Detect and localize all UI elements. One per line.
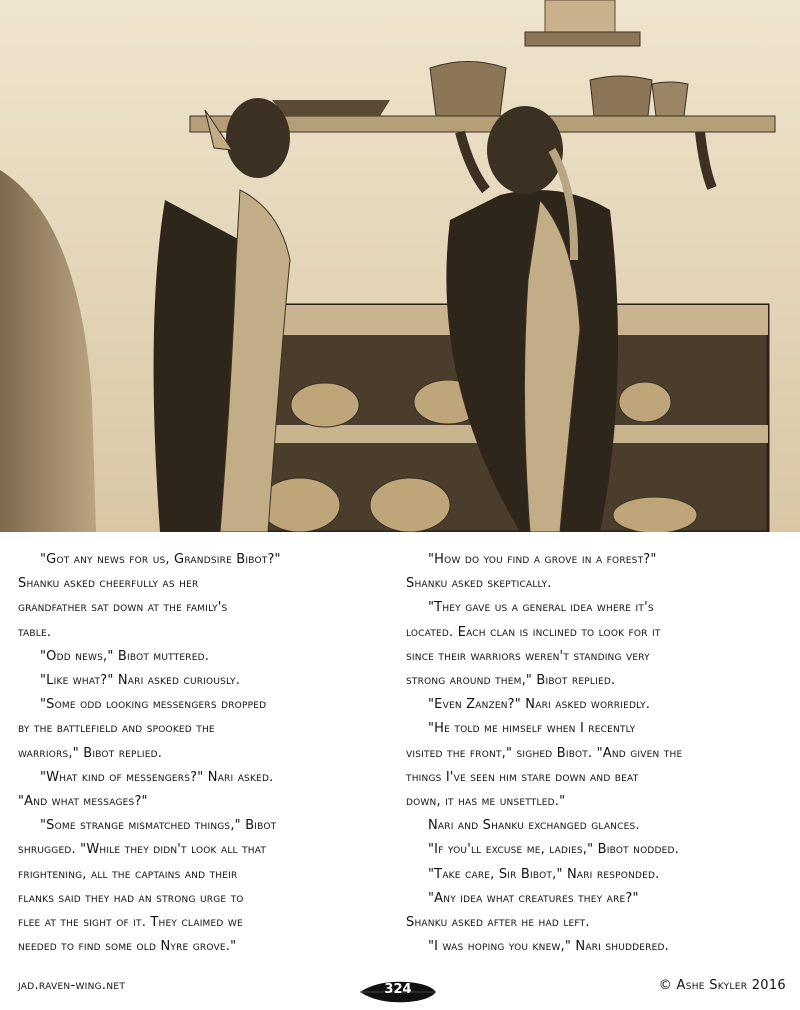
site-url[interactable]: jad.raven-wing.net (18, 978, 126, 993)
story-line: warriors," Bibot replied. (18, 745, 163, 761)
story-line: strong around them," Bibot replied. (406, 673, 616, 689)
copyright: © Ashe Skyler 2016 (658, 978, 786, 993)
story-column-left (18, 548, 384, 959)
story-line: "How do you find a grove in a forest?" (428, 552, 657, 567)
story-line: flanks said they had an strong urge to (18, 890, 244, 906)
story-line: shrugged. "While they didn't look all that (18, 842, 267, 858)
story-line: Shanku asked after he had left. (406, 915, 590, 931)
story-line: "Some strange mismatched things," Bibot (40, 818, 277, 834)
story-line: needed to find some old Nyre grove." (18, 939, 237, 955)
story-line: visited the front," sighed Bibot. "And given the (406, 745, 683, 761)
story-line: Shanku asked skeptically. (406, 576, 552, 592)
story-line: "Any idea what creatures they are?" (428, 890, 639, 906)
story-line: "I was hoping you knew," Nari shuddered. (428, 939, 669, 955)
story-line: located. Each clan is inclined to look for it (406, 624, 661, 640)
story-line: "He told me himself when I recently (428, 721, 636, 737)
story-line: "Some odd looking messengers dropped (40, 697, 267, 713)
story-line: Nari and Shanku exchanged glances. (428, 818, 640, 834)
story-line: Shanku asked cheerfully as her (18, 576, 199, 592)
story-line: down, it has me unsettled." (406, 794, 566, 810)
pot-small (590, 76, 652, 116)
story-line: since their warriors weren't standing very (406, 648, 650, 664)
story-line: "What kind of messengers?" Nari asked. (40, 769, 274, 785)
story-line: "If you'll excuse me, ladies," Bibot nodded. (428, 842, 679, 858)
story-line: frightening, all the captains and their (18, 866, 238, 882)
story-line: "Odd news," Bibot muttered. (40, 648, 210, 664)
story-line: "Like what?" Nari asked curiously. (40, 673, 241, 689)
story-line: "Take care, Sir Bibot," Nari responded. (428, 866, 660, 882)
story-line: "And what messages?" (18, 794, 148, 810)
story-line: "Even Zanzen?" Nari asked worriedly. (428, 697, 651, 713)
story-line: "Got any news for us, Grandsire Bibot?" (40, 552, 281, 567)
story-line: by the battlefield and spooked the (18, 721, 215, 737)
story-line: flee at the sight of it. They claimed we (18, 915, 243, 931)
pot-large (430, 62, 506, 117)
story-line: things I've seen him stare down and beat (406, 769, 639, 785)
story-line: grandfather sat down at the family's (18, 600, 228, 616)
story-line: "They gave us a general idea where it's (428, 600, 654, 616)
story-line: table. (18, 624, 52, 640)
story-column-right (406, 548, 786, 959)
frying-pan (272, 100, 390, 116)
page-number: 324 (384, 982, 412, 997)
